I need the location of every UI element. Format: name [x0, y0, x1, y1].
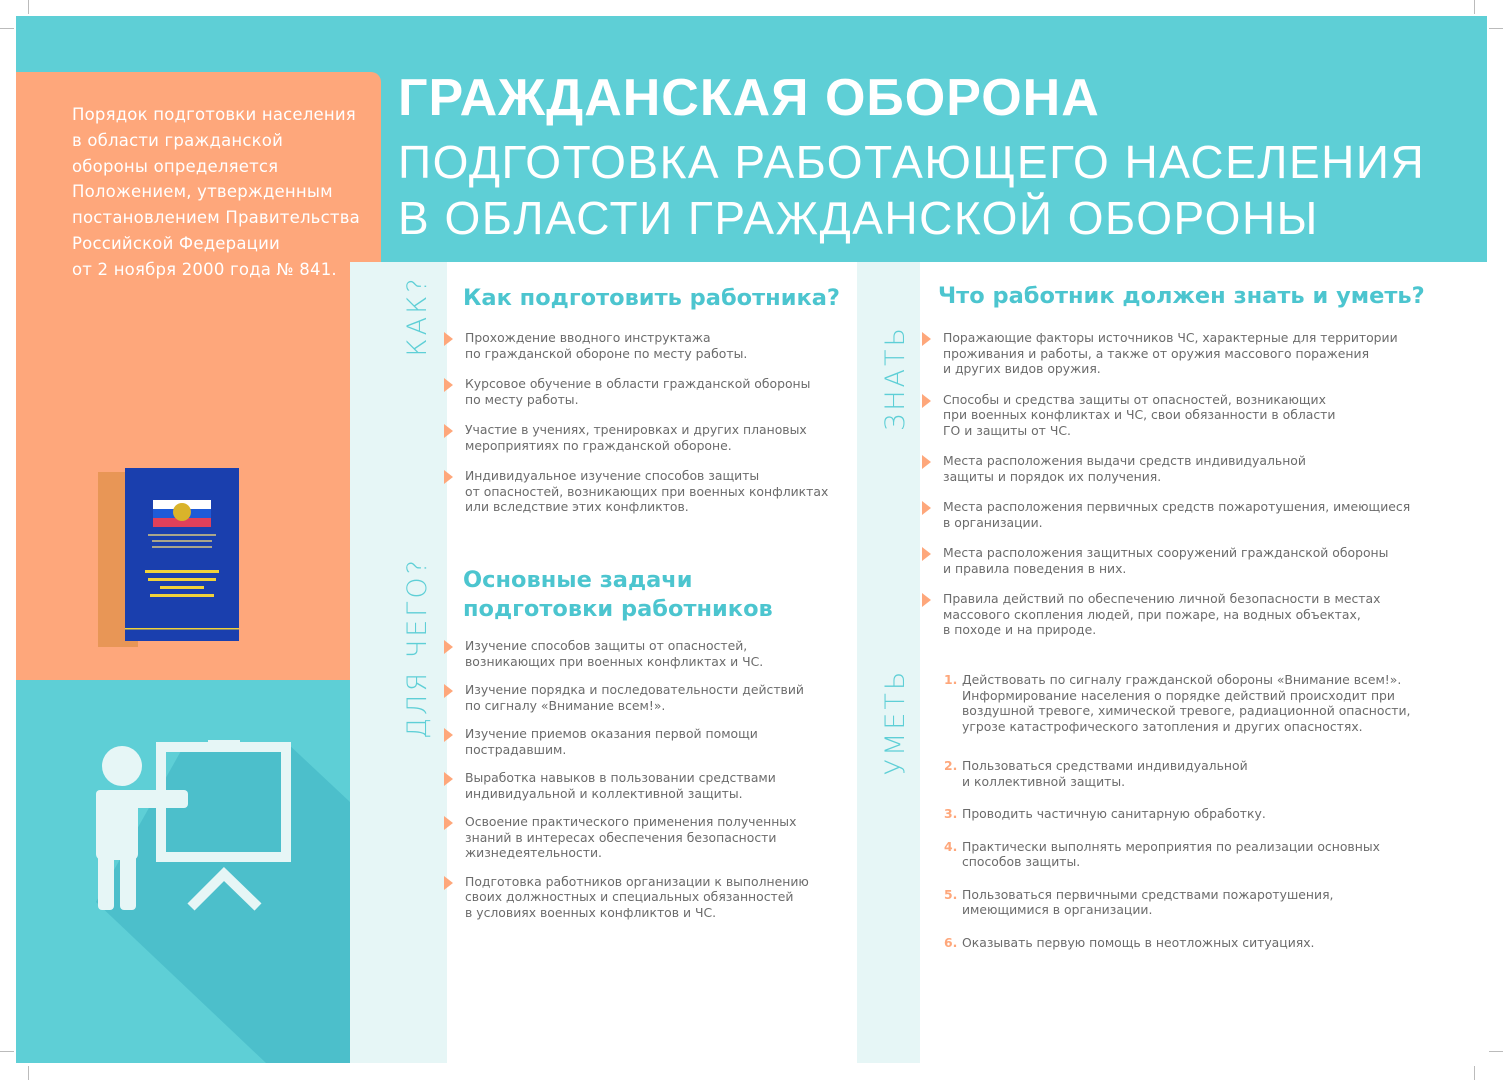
list-item: 5. Пользоваться первичными средствами пожаротушения, имеющимися в организации.	[944, 886, 1334, 917]
list-item: Освоение практического применения полученных знаний в интересах обеспечения безопасности жизнедеятельности.	[465, 814, 809, 861]
intro-text: Порядок подготовки населения в области гражданской обороны определяется Положением, утвержденным постановлением Правительства Российской Федерации от 2 ноября 2000 года № 841.	[72, 105, 360, 279]
why-list	[465, 638, 809, 920]
list-item: Способы и средства защиты от опасностей, возникающих при военных конфликтах и ЧС, свои обязанности в области ГО и защиты от ЧС.	[943, 392, 1410, 439]
list-item: Правила действий по обеспечению личной безопасности в местах массового скопления людей, при пожаре, на водных объектах, в походе и на природе.	[943, 591, 1410, 638]
know-list	[943, 330, 1410, 638]
list-item: Индивидуальное изучение способов защиты от опасностей, возникающих при военных конфликтах или вследствие этих конфликтов.	[465, 468, 828, 515]
list-item: Курсовое обучение в области гражданской обороны по месту работы.	[465, 376, 828, 407]
bullet-arrow-icon	[444, 816, 453, 830]
list-item: Выработка навыков в пользовании средствами индивидуальной и коллективной защиты.	[465, 770, 809, 801]
teacher-at-board-icon	[86, 732, 316, 922]
bullet-arrow-icon	[922, 501, 931, 515]
list-item: Прохождение вводного инструктажа по гражданской обороне по месту работы.	[465, 330, 828, 361]
bullet-arrow-icon	[444, 728, 453, 742]
crop-mark	[1489, 28, 1503, 29]
heading-why: Основные задачи подготовки работников	[463, 567, 773, 622]
list-item: Подготовка работников организации к выполнению своих должностных и специальных обязанностей в условиях военных конфликтов и ЧС.	[465, 874, 809, 921]
crop-mark	[0, 1051, 14, 1052]
crop-mark	[28, 0, 29, 14]
bullet-arrow-icon	[444, 470, 453, 484]
crop-mark	[1474, 1066, 1475, 1080]
page-subtitle: ПОДГОТОВКА РАБОТАЮЩЕГО НАСЕЛЕНИЯ В ОБЛАСТИ ГРАЖДАНСКОЙ ОБОРОНЫ	[398, 136, 1426, 244]
list-item: 3. Проводить частичную санитарную обработку.	[944, 806, 1266, 821]
list-item: 1. Действовать по сигналу гражданской обороны «Внимание всем!». Информирование населения о порядке действий происходит при воздушной тревоге, химической тревоге, радиационной опасности, угрозе катастрофического затопления и других опасностях.	[944, 672, 1411, 734]
list-item: 2. Пользоваться средствами индивидуальной и коллективной защиты.	[944, 758, 1248, 789]
side-label-why: ДЛЯ ЧЕГО?	[402, 557, 433, 739]
book-image	[90, 462, 250, 652]
can-list	[944, 672, 1411, 950]
bullet-arrow-icon	[922, 593, 931, 607]
bullet-arrow-icon	[922, 547, 931, 561]
crop-mark	[0, 28, 14, 29]
list-item: 6. Оказывать первую помощь в неотложных ситуациях.	[944, 934, 1315, 950]
crop-mark	[28, 1066, 29, 1080]
bullet-arrow-icon	[922, 394, 931, 408]
page-title: ГРАЖДАНСКАЯ ОБОРОНА	[398, 69, 1100, 127]
bullet-arrow-icon	[444, 876, 453, 890]
list-item: Участие в учениях, тренировках и других плановых мероприятиях по гражданской обороне.	[465, 422, 828, 453]
side-label-know: ЗНАТЬ	[880, 325, 911, 431]
list-item: Места расположения защитных сооружений гражданской обороны и правила поведения в них.	[943, 545, 1410, 576]
bullet-arrow-icon	[444, 640, 453, 654]
list-item: Места расположения первичных средств пожаротушения, имеющиеся в организации.	[943, 499, 1410, 530]
bullet-arrow-icon	[444, 772, 453, 786]
heading-how: Как подготовить работника?	[463, 285, 840, 311]
list-item: Изучение приемов оказания первой помощи пострадавшим.	[465, 726, 809, 757]
how-list	[465, 330, 828, 515]
heading-know: Что работник должен знать и уметь?	[938, 283, 1425, 309]
bullet-arrow-icon	[444, 332, 453, 346]
crop-mark	[1489, 1051, 1503, 1052]
crop-mark	[1474, 0, 1475, 14]
bullet-arrow-icon	[444, 378, 453, 392]
side-label-how: КАК?	[402, 275, 433, 357]
side-label-can: УМЕТЬ	[880, 668, 911, 776]
bullet-arrow-icon	[444, 424, 453, 438]
bullet-arrow-icon	[922, 455, 931, 469]
list-item: Поражающие факторы источников ЧС, характерные для территории проживания и работы, а также от оружия массового поражения и других видов оружия.	[943, 330, 1410, 377]
bullet-arrow-icon	[444, 684, 453, 698]
list-item: 4. Практически выполнять мероприятия по реализации основных способов защиты.	[944, 838, 1380, 869]
list-item: Изучение порядка и последовательности действий по сигналу «Внимание всем!».	[465, 682, 809, 713]
list-item: Изучение способов защиты от опасностей, возникающих при военных конфликтах и ЧС.	[465, 638, 809, 669]
list-item: Места расположения выдачи средств индивидуальной защиты и порядок их получения.	[943, 453, 1410, 484]
bullet-arrow-icon	[922, 332, 931, 346]
